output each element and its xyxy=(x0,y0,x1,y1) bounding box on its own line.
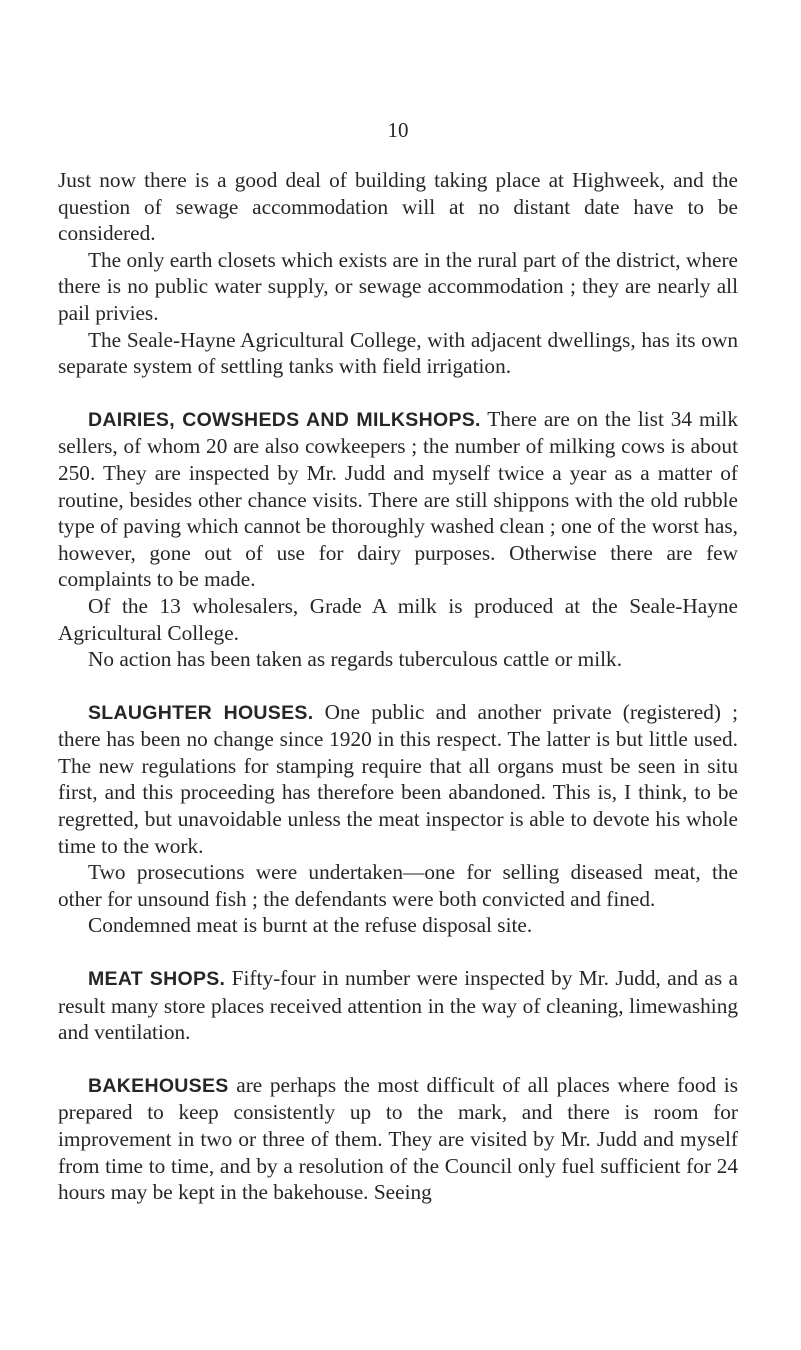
section-heading-meat-shops: MEAT SHOPS. xyxy=(88,968,226,991)
section-text-dairies: There are on the list 34 milk sellers, of whom 20 are also cowkeepers ; the number of milking cows is about 250. They are inspected by Mr. Judd and myself twice a year as a matter of routine, besides other chance visits. There are still shippons with the old rubble type of paving which cannot be thoroughly washed clean ; one of the worst has, however, gone out of use for dairy purposes. Otherwise there are few complaints to be made. xyxy=(58,406,738,592)
section-heading-bakehouses: BAKEHOUSES xyxy=(88,1074,229,1097)
paragraph-wholesalers: Of the 13 wholesalers, Grade A milk is produced at the Seale-Hayne Agricultural College. xyxy=(58,593,738,645)
paragraph-prosecutions: Two prosecutions were undertaken—one for selling diseased meat, the other for unsound fish ; the defendants were both convicted and fined. xyxy=(58,860,738,911)
section-meat-shops xyxy=(58,965,738,1046)
section-text-bakehouses: are perhaps the most difficult of all places where food is prepared to keep consistently up to the mark, and there is room for improvement in two or three of them. They are visited by Mr. Judd and myself from time to time, and by a resolution of the Council only fuel sufficient for 24 hours may be kept in the bakehouse. Seeing xyxy=(58,1072,738,1205)
paragraph-seale-hayne: The Seale-Hayne Agricultural College, with adjacent dwellings, has its own separate system of settling tanks with field irrigation. xyxy=(58,327,738,379)
section-bakehouses xyxy=(58,1072,738,1206)
section-heading-dairies: DAIRIES, COWSHEDS AND MILKSHOPS. xyxy=(88,408,481,431)
paragraph-condemned-meat: Condemned meat is burnt at the refuse disposal site. xyxy=(88,913,533,938)
paragraph-earth-closets: The only earth closets which exists are in the rural part of the district, where there is no public water supply, or sewage accommodation ; they are nearly all pail privies. xyxy=(58,247,738,325)
section-text-slaughter-houses: One public and another private (registered) ; there has been no change since 1920 in this respect. The latter is but little used. The new regulations for stamping require that all organs must be seen in situ first, and this proceeding has therefore been abandoned. This is, I think, to be regretted, but unavoidable unless the meat inspector is able to devote his whole time to the work. xyxy=(58,699,739,858)
section-heading-slaughter-houses: SLAUGHTER HOUSES. xyxy=(88,701,314,724)
body-text xyxy=(58,167,738,1206)
section-text-meat-shops: Fifty-four in number were inspected by Mr. Judd, and as a result many store places received attention in the way of cleaning, limewashing and ventilation. xyxy=(58,966,738,1045)
paragraph-tuberculous: No action has been taken as regards tuberculous cattle or milk. xyxy=(88,647,623,672)
section-slaughter-houses xyxy=(58,699,738,860)
page-number: 10 xyxy=(387,118,409,142)
section-dairies xyxy=(58,406,738,593)
paragraph-highweek: Just now there is a good deal of building taking place at Highweek, and the question of sewage accommodation will at no distant date have to be considered. xyxy=(58,168,738,246)
